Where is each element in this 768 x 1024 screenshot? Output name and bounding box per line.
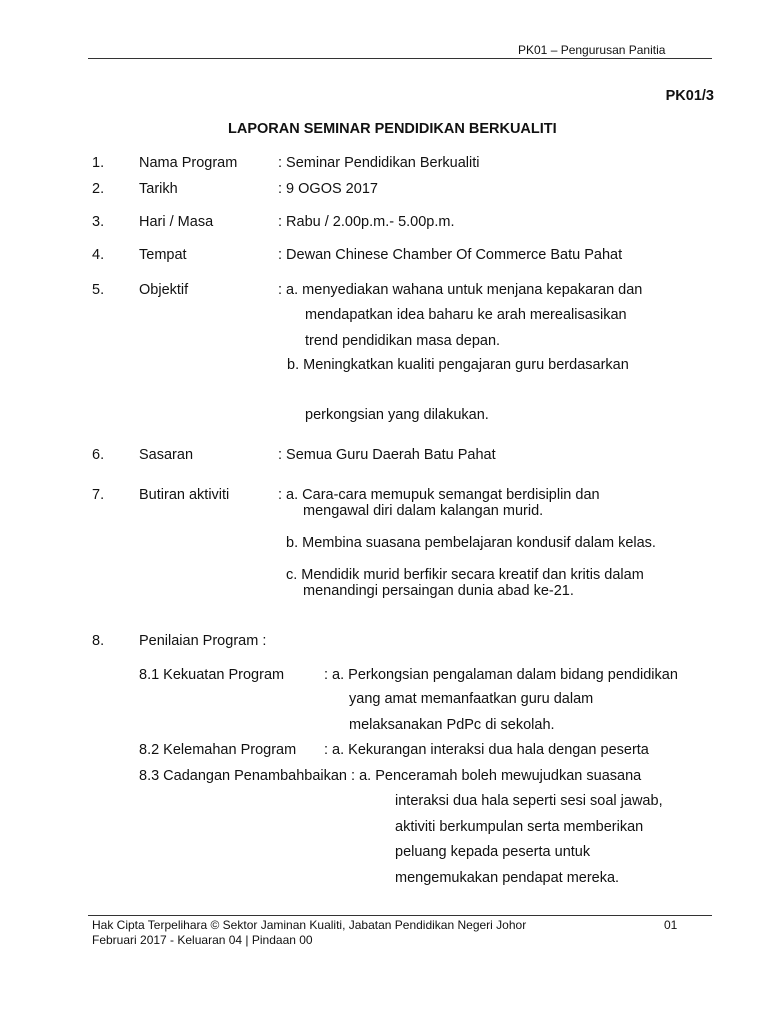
footer-copyright: Hak Cipta Terpelihara © Sektor Jaminan Kualiti, Jabatan Pendidikan Negeri Johor	[92, 918, 527, 932]
cadangan-label: 8.3 Cadangan Penambahbaikan : a. Penceramah boleh mewujudkan suasana	[139, 768, 642, 784]
footer-rule	[88, 915, 712, 916]
item-label: Penilaian Program :	[139, 633, 267, 649]
objektif-line: trend pendidikan masa depan.	[305, 333, 501, 349]
item-number: 7.	[92, 487, 105, 503]
objektif-line: mendapatkan idea baharu ke arah merealisasikan	[305, 307, 627, 323]
item-label: Tarikh	[139, 181, 178, 197]
item-number: 6.	[92, 447, 105, 463]
item-value: : 9 OGOS 2017	[278, 181, 378, 197]
item-label: Objektif	[139, 282, 189, 298]
document-code: PK01/3	[665, 88, 714, 104]
kekuatan-line: yang amat memanfaatkan guru dalam	[349, 691, 594, 707]
kelemahan-label: 8.2 Kelemahan Program	[139, 742, 297, 758]
footer-revision: Februari 2017 - Keluaran 04 | Pindaan 00	[92, 933, 313, 947]
objektif-line: b. Meningkatkan kualiti pengajaran guru berdasarkan	[287, 357, 629, 373]
objektif-line: perkongsian yang dilakukan.	[305, 407, 489, 423]
kekuatan-line: melaksanakan PdPc di sekolah.	[349, 717, 555, 733]
butiran-line: mengawal diri dalam kalangan murid.	[303, 503, 544, 519]
footer-page-number: 01	[664, 918, 678, 932]
kekuatan-line: : a. Perkongsian pengalaman dalam bidang pendidikan	[324, 667, 678, 683]
item-number: 1.	[92, 155, 105, 171]
header-rule	[88, 58, 712, 59]
cadangan-line: peluang kepada peserta untuk	[395, 844, 591, 860]
page-title: LAPORAN SEMINAR PENDIDIKAN BERKUALITI	[228, 121, 557, 137]
item-number: 8.	[92, 633, 105, 649]
item-value: : a. menyediakan wahana untuk menjana kepakaran dan	[278, 282, 643, 298]
cadangan-line: mengemukakan pendapat mereka.	[395, 870, 620, 886]
item-value: : Dewan Chinese Chamber Of Commerce Batu Pahat	[278, 247, 623, 263]
butiran-line: menandingi persaingan dunia abad ke-21.	[303, 583, 574, 599]
item-number: 5.	[92, 282, 105, 298]
item-number: 3.	[92, 214, 105, 230]
butiran-line: c. Mendidik murid berfikir secara kreatif dan kritis dalam	[286, 567, 644, 583]
cadangan-line: interaksi dua hala seperti sesi soal jawab,	[395, 793, 663, 809]
item-value: : a. Cara-cara memupuk semangat berdisiplin dan	[278, 487, 600, 503]
item-label: Hari / Masa	[139, 214, 214, 230]
item-number: 4.	[92, 247, 105, 263]
item-label: Butiran aktiviti	[139, 487, 230, 503]
item-number: 2.	[92, 181, 105, 197]
item-label: Sasaran	[139, 447, 194, 463]
cadangan-line: aktiviti berkumpulan serta memberikan	[395, 819, 644, 835]
item-label: Nama Program	[139, 155, 238, 171]
kelemahan-value: : a. Kekurangan interaksi dua hala dengan peserta	[324, 742, 649, 758]
item-label: Tempat	[139, 247, 187, 263]
item-value: : Semua Guru Daerah Batu Pahat	[278, 447, 496, 463]
item-value: : Seminar Pendidikan Berkualiti	[278, 155, 480, 171]
kekuatan-label: 8.1 Kekuatan Program	[139, 667, 285, 683]
butiran-line: b. Membina suasana pembelajaran kondusif dalam kelas.	[286, 535, 656, 551]
item-value: : Rabu / 2.00p.m.- 5.00p.m.	[278, 214, 455, 230]
header-text: PK01 – Pengurusan Panitia	[518, 43, 666, 57]
